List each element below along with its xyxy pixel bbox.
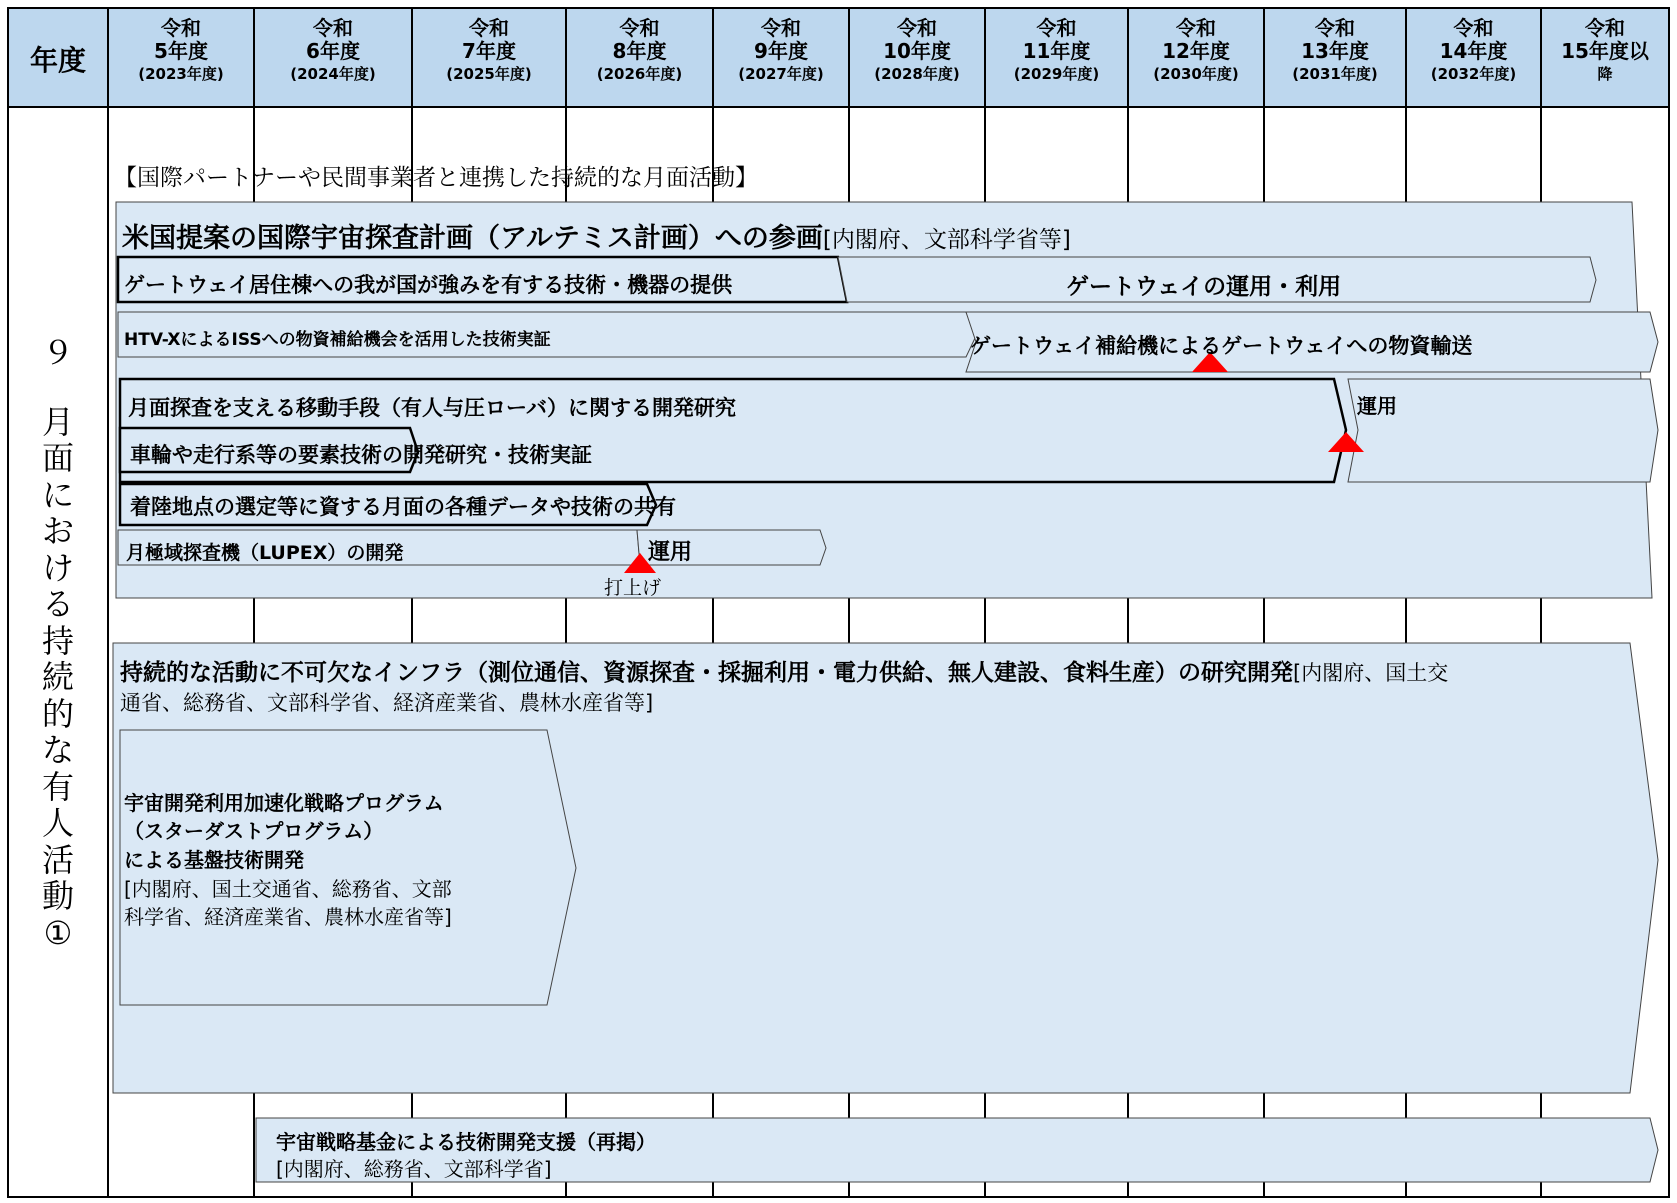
stardust-line-3: による基盤技術開発 (124, 848, 304, 872)
year-column-header (1406, 17, 1541, 83)
lupex-ops-label: 運用 (648, 540, 693, 565)
category-char: け (41, 548, 74, 587)
year-column-l3: 降 (1597, 65, 1613, 83)
year-column-l1: 令和 (897, 16, 937, 40)
category-char: に (41, 475, 74, 514)
year-column-l2: 6年度 (306, 39, 360, 63)
category-char: 活 (41, 840, 74, 879)
year-column-l2: 11年度 (1022, 39, 1091, 63)
year-column-l1: 令和 (761, 16, 801, 40)
infra-title: 持続的な活動に不可欠なインフラ（測位通信、資源探査・採掘利用・電力供給、無人建設、食料生産）の研究開発 (120, 660, 1293, 686)
year-column-l2: 14年度 (1439, 39, 1508, 63)
year-column-header (713, 17, 849, 83)
category-char: お (41, 512, 74, 550)
year-column-l2: 5年度 (154, 39, 208, 63)
stardust-line-4: [内閣府、国土交通省、総務省、文部 (124, 877, 452, 901)
stardust-line-2: （スターダストプログラム） (124, 819, 384, 843)
category-char: る (41, 585, 74, 623)
year-column-l2: 15年度以 (1561, 39, 1649, 63)
htvx-label: HTV-XによるISSへの物資補給機会を活用した技術実証 (124, 330, 551, 350)
year-column-l1: 令和 (619, 16, 660, 40)
year-column-l3: (2027年度) (738, 65, 824, 83)
category-char: 月 (41, 402, 74, 441)
year-column-l3: (2029年度) (1013, 65, 1100, 83)
year-column-l2: 10年度 (883, 39, 951, 63)
year-column-l1: 令和 (1585, 16, 1625, 40)
year-column-l3: (2026年度) (596, 65, 683, 83)
artemis-title: 米国提案の国際宇宙探査計画（アルテミス計画）への参画 (122, 223, 823, 254)
category-char: 有 (41, 767, 74, 806)
category-char: 動 (41, 877, 74, 915)
year-column-l1: 令和 (469, 16, 509, 40)
year-column-header (1541, 17, 1669, 83)
category-char: 続 (41, 658, 74, 696)
year-column-l3: (2025年度) (446, 65, 532, 83)
stardust-line-5: 科学省、経済産業省、農林水産省等] (124, 905, 452, 929)
year-column-l1: 令和 (1453, 16, 1494, 40)
infra-agencies-a: [内閣府、国土交 (1293, 661, 1449, 685)
stardust-line-1: 宇宙開発利用加速化戦略プログラム (124, 791, 444, 815)
year-column-l3: (2024年度) (290, 65, 376, 83)
year-column-l2: 8年度 (612, 39, 667, 63)
year-column-l2: 9年度 (754, 39, 808, 63)
year-column-header (1264, 17, 1406, 83)
year-column-l3: (2023年度) (138, 65, 224, 83)
year-column-header (566, 17, 713, 83)
year-column-l2: 7年度 (462, 39, 516, 63)
artemis-title-row (122, 216, 1071, 255)
category-char: 人 (41, 804, 74, 842)
category-label (8, 335, 108, 951)
category-char: ① (43, 913, 73, 952)
category-char: 持 (41, 621, 74, 660)
year-column-l1: 令和 (1315, 16, 1355, 40)
year-column-header (108, 17, 254, 83)
year-column-header (254, 17, 412, 83)
category-number: ９ (41, 334, 74, 372)
year-column-l3: (2028年度) (874, 65, 960, 83)
gateway-supply-label: ゲートウェイ補給機によるゲートウェイへの物資輸送 (970, 334, 1473, 358)
year-column-l1: 令和 (313, 16, 353, 40)
year-column-header (849, 17, 985, 83)
year-column-l1: 令和 (1036, 16, 1077, 40)
launch-label: 打上げ (604, 577, 662, 599)
lupex-label: 月極域探査機（LUPEX）の開発 (126, 542, 404, 564)
gateway-provide-label: ゲートウェイ居住棟への我が国が強みを有する技術・機器の提供 (124, 273, 733, 297)
rover-ops-label: 運用 (1357, 394, 1397, 418)
wheels-label: 車輪や走行系等の要素技術の開発研究・技術実証 (130, 443, 592, 467)
year-column-l1: 令和 (1176, 16, 1216, 40)
rover-dev-label: 月面探査を支える移動手段（有人与圧ローバ）に関する開発研究 (128, 396, 736, 420)
gateway-ops-label: ゲートウェイの運用・利用 (1066, 274, 1342, 300)
landing-label: 着陸地点の選定等に資する月面の各種データや技術の共有 (130, 495, 676, 519)
year-header: 年度 (29, 44, 86, 77)
category-char: な (41, 731, 74, 769)
fund-agencies: [内閣府、総務省、文部科学省] (276, 1157, 552, 1181)
year-column-l3: (2030年度) (1153, 65, 1239, 83)
category-char: 的 (41, 694, 74, 733)
infra-title-row (120, 654, 1448, 687)
year-column-l3: (2031年度) (1292, 65, 1378, 83)
year-column-l2: 12年度 (1162, 39, 1230, 63)
category-char: 面 (41, 439, 74, 477)
infra-agencies-b: 通省、総務省、文部科学省、経済産業省、農林水産省等] (120, 691, 654, 715)
year-column-header (412, 17, 566, 83)
year-column-l3: (2032年度) (1430, 65, 1517, 83)
year-column-l2: 13年度 (1301, 39, 1369, 63)
fund-title: 宇宙戦略基金による技術開発支援（再掲） (276, 1130, 656, 1154)
artemis-agencies: [内閣府、文部科学省等] (822, 227, 1071, 253)
section-heading: 【国際パートナーや民間事業者と連携した持続的な月面活動】 (114, 165, 758, 191)
year-column-header (985, 17, 1128, 83)
year-column-header (1128, 17, 1264, 83)
year-column-l1: 令和 (161, 16, 201, 40)
